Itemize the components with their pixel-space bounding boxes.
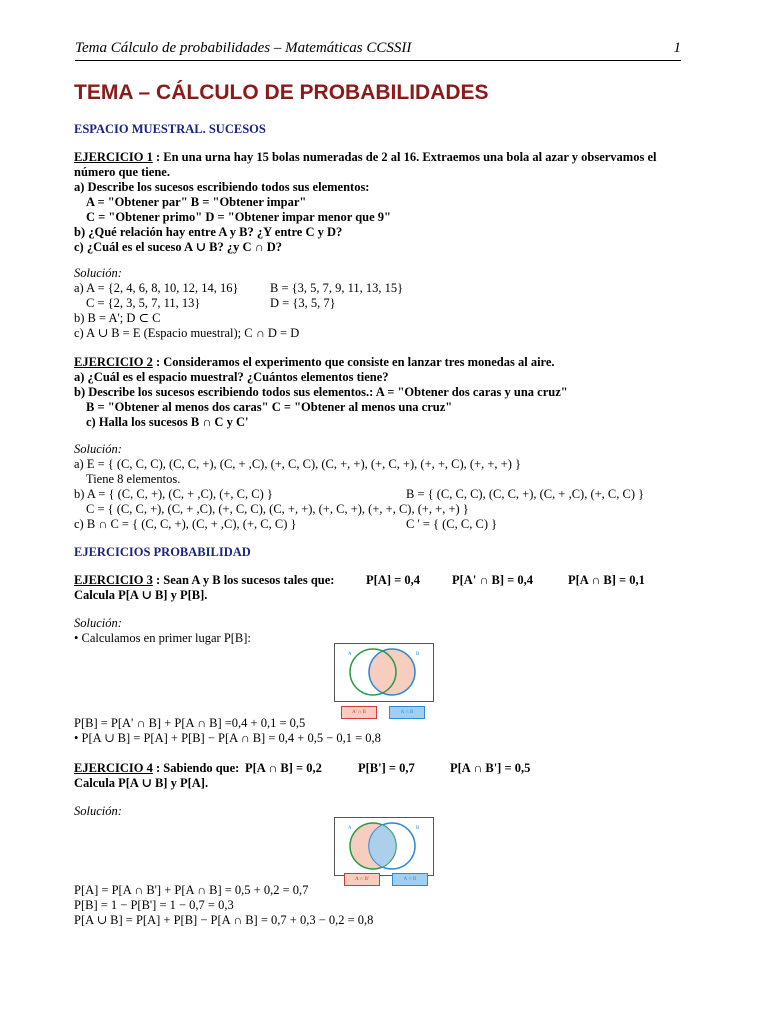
ex4-question: Calcula P[A ∪ B] y P[A]. [74, 776, 209, 790]
ex1-statement-line1: : En una urna hay 15 bolas numeradas de 2 al 16. Extraemos una bola al azar y observamos el [152, 150, 657, 164]
ex2-sol-line5: c) B ∩ C = { (C, C, +), (C, + ,C), (+, C, C) } [74, 517, 297, 531]
ex2-sol-line4: C = { (C, C, +), (C, + ,C), (+, C, C), (C, +, +), (+, C, +), (+, +, C), (+, +, +) } [86, 502, 469, 516]
ex3-given-3: P[A ∩ B] = 0,1 [568, 573, 645, 587]
ex2-statement [74, 355, 555, 370]
page-header [75, 40, 681, 61]
ex3-sol-line2: P[B] = P[A' ∩ B] + P[A ∩ B] =0,4 + 0,1 = 0,5 [74, 716, 306, 730]
legend-swatch-blue: A ∩ B [389, 706, 425, 719]
section-heading-probabilidad: EJERCICIOS PROBABILIDAD [74, 545, 251, 559]
venn-svg-ex4 [335, 818, 433, 875]
ex2-label: EJERCICIO 2 [74, 355, 153, 369]
ex3-label: EJERCICIO 3 [74, 573, 153, 587]
section-heading-sucesos: ESPACIO MUESTRAL. SUCESOS [74, 122, 266, 136]
venn-label-b: B [416, 652, 420, 657]
ex1-solution-label: Solución: [74, 266, 122, 280]
ex1-part-a2: C = "Obtener primo" D = "Obtener impar menor que 9" [86, 210, 391, 224]
ex4-label: EJERCICIO 4 [74, 761, 153, 775]
ex2-part-b: b) Describe los sucesos escribiendo todos sus elementos.: A = "Obtener dos caras y una cruz" [74, 385, 568, 399]
ex3-given-1: P[A] = 0,4 [366, 573, 420, 587]
ex4-given-3: P[A ∩ B'] = 0,5 [450, 761, 531, 775]
ex4-sol-line2: P[B] = 1 − P[B'] = 1 − 0,7 = 0,3 [74, 898, 234, 912]
ex3-statement [74, 573, 334, 588]
ex2-sol-line5-right: C ' = { (C, C, C) } [406, 517, 498, 531]
ex1-part-b: b) ¿Qué relación hay entre A y B? ¿Y entre C y D? [74, 225, 343, 239]
ex4-solution-label: Solución: [74, 804, 122, 818]
ex1-statement [74, 150, 656, 165]
legend-swatch-blue: A ∩ B [392, 873, 428, 886]
ex4-statement-text: : Sabiendo que: [152, 761, 240, 775]
circle-b [369, 649, 415, 695]
ex1-part-a: a) Describe los sucesos escribiendo todos sus elementos: [74, 180, 370, 194]
header-text: Tema Cálculo de probabilidades – Matemáticas CCSSII [75, 40, 412, 56]
ex2-sol-line2: Tiene 8 elementos. [86, 472, 181, 486]
ex2-part-b2: B = "Obtener al menos dos caras" C = "Obtener al menos una cruz" [86, 400, 453, 414]
ex4-sol-line3: P[A ∪ B] = P[A] + P[B] − P[A ∩ B] = 0,7 + 0,3 − 0,2 = 0,8 [74, 913, 374, 927]
ex1-label: EJERCICIO 1 [74, 150, 153, 164]
ex4-sol-line1: P[A] = P[A ∩ B'] + P[A ∩ B] = 0,5 + 0,2 = 0,7 [74, 883, 309, 897]
ex2-sol-line1: a) E = { (C, C, C), (C, C, +), (C, + ,C), (+, C, C), (C, +, +), (+, C, +), (+, +, C), (+, +, +) } [74, 457, 522, 471]
ex3-statement-text: : Sean A y B los sucesos tales que: [152, 573, 335, 587]
ex3-question: Calcula P[A ∪ B] y P[B]. [74, 588, 208, 602]
ex3-solution-label: Solución: [74, 616, 122, 630]
ex4-statement [74, 761, 239, 776]
ex1-sol-line4: c) A ∪ B = E (Espacio muestral); C ∩ D = D [74, 326, 300, 340]
venn-label-a: A [348, 826, 352, 831]
venn-diagram-ex3 [334, 643, 434, 702]
ex4-given-2: P[B'] = 0,7 [358, 761, 415, 775]
venn-label-a: A [348, 652, 352, 657]
ex2-part-a: a) ¿Cuál es el espacio muestral? ¿Cuántos elementos tiene? [74, 370, 389, 384]
ex1-sol-line2-right: D = {3, 5, 7} [270, 296, 336, 310]
ex3-given-2: P[A' ∩ B] = 0,4 [452, 573, 534, 587]
ex1-sol-line2: C = {2, 3, 5, 7, 11, 13} [86, 296, 201, 310]
ex2-part-c: c) Halla los sucesos B ∩ C y C' [86, 415, 249, 429]
page-number: 1 [673, 40, 681, 56]
legend-swatch-pink: A' ∩ B [341, 706, 377, 719]
venn-label-b: B [416, 826, 420, 831]
ex4-given-1: P[A ∩ B] = 0,2 [245, 761, 322, 775]
venn-svg-ex3 [335, 644, 433, 701]
ex3-sol-line1: • Calculamos en primer lugar P[B]: [74, 631, 251, 645]
ex2-solution-label: Solución: [74, 442, 122, 456]
ex2-statement-text: : Consideramos el experimento que consiste en lanzar tres monedas al aire. [152, 355, 555, 369]
ex1-sol-line3: b) B = A'; D ⊂ C [74, 311, 161, 325]
ex1-sol-line1: a) A = {2, 4, 6, 8, 10, 12, 14, 16} [74, 281, 239, 295]
ex1-part-c: c) ¿Cuál es el suceso A ∪ B? ¿y C ∩ D? [74, 240, 282, 254]
ex2-sol-line3: b) A = { (C, C, +), (C, + ,C), (+, C, C) } [74, 487, 273, 501]
ex1-statement-line2: número que tiene. [74, 165, 170, 179]
legend-swatch-pink: A ∩ B' [344, 873, 380, 886]
ex2-sol-line3-right: B = { (C, C, C), (C, C, +), (C, + ,C), (+, C, C) } [406, 487, 645, 501]
venn-legend-ex4 [344, 873, 428, 886]
ex1-sol-line1-right: B = {3, 5, 7, 9, 11, 13, 15} [270, 281, 404, 295]
ex1-part-a1: A = "Obtener par" B = "Obtener impar" [86, 195, 307, 209]
venn-legend-ex3 [341, 706, 425, 719]
ex3-sol-line3: • P[A ∪ B] = P[A] + P[B] − P[A ∩ B] = 0,4 + 0,5 − 0,1 = 0,8 [74, 731, 381, 745]
venn-diagram-ex4 [334, 817, 434, 876]
page-title: TEMA – CÁLCULO DE PROBABILIDADES [74, 81, 489, 104]
